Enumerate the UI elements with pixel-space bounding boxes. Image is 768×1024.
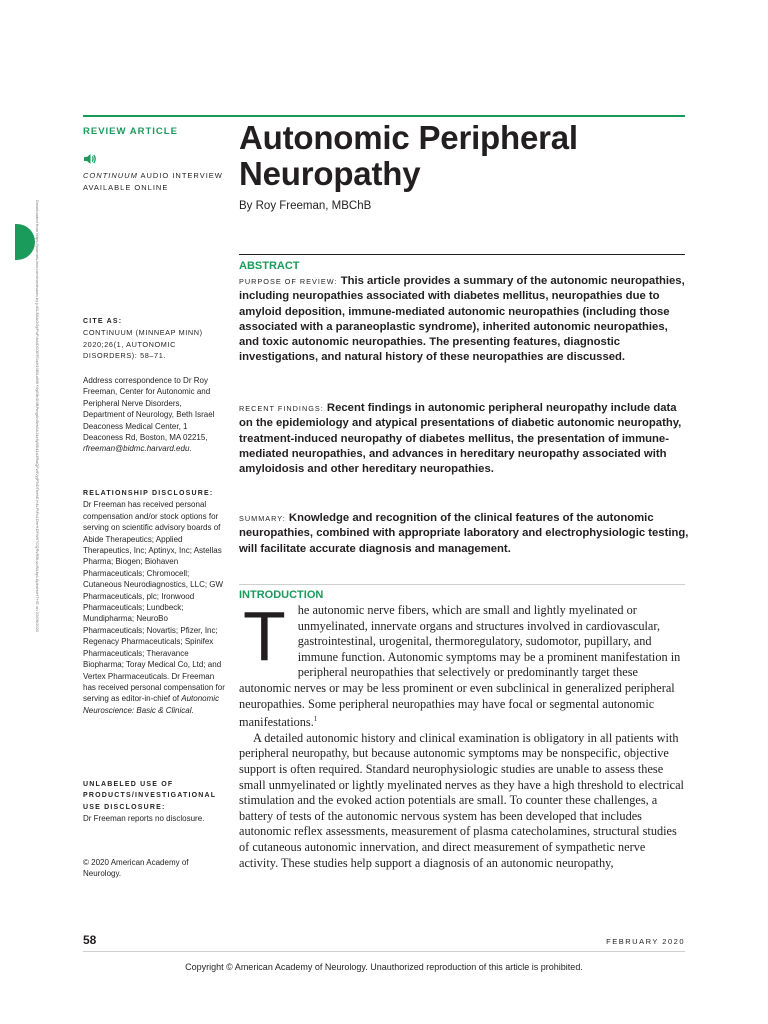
introduction-heading: INTRODUCTION [239,589,324,601]
findings-text: Recent findings in autonomic peripheral neuropathy include data on the epidemiology and atypical presentations of diabetic autonomic neuropathy, treatment-induced neuropathy of diabetes mellitus, the presentation of immune-mediated neuropathies, and advances in hereditary neuropathy associated with amyloidosis and other hereditary neuropathies. [239,402,682,476]
intro-paragraph-1-text: he autonomic nerve fibers, which are small and lightly myelinated or unmyelinated, innervate organs and structures involved in cardiovascular, gastrointestinal, urogenital, thermoregulatory, sudomotor, pupillary, and immune function. Autonomic symptoms may be a prominent manifestation in peripheral neuropathies that selectively or predominantly target these autonomic nerves or may be less prominent or even subclinical in generalized peripheral neuropathies. Some peripheral neuropathies may have focal or segmental autonomic manifestations. [239,603,681,730]
journal-name: Autonomic Neuroscience: Basic & Clinical [83,694,220,715]
purpose-label: PURPOSE OF REVIEW: [239,277,338,286]
introduction-rule [239,584,685,585]
unlabeled-label: UNLABELED USE OF PRODUCTS/INVESTIGATIONAL USE DISCLOSURE: [83,781,217,811]
abstract-rule [239,254,685,255]
page-number: 58 [83,933,97,947]
sidebar-copyright: © 2020 American Academy of Neurology. [83,858,189,879]
introduction-body [239,597,687,871]
abstract-purpose [239,274,689,366]
address-end: . [189,444,192,454]
intro-paragraph-2: A detailed autonomic history and clinical examination is obligatory in all patients with peripheral neuropathy, but because autonomic symptoms may be nonspecific, objective support is often required. Standard neurophysiologic studies are unable to assess these small unmyelinated or lightly myelinated nerves as they have a high threshold to electrical stimulation and the evoked action potentials are small. To counter these challenges, a battery of tests of the autonomic nervous system has been developed that includes autonomic reflex assessments, measurement of plasma catecholamines, structural studies of cutaneous autonomic innervation, and direct measurement of sympathetic nerve activity. These studies help support a diagnosis of an autonomic neuropathy, [239,730,684,870]
abstract-summary [239,511,689,557]
audio-note-text: AUDIO INTERVIEW AVAILABLE ONLINE [83,171,223,192]
bottom-rule [83,951,685,952]
correspondence-block [83,375,225,455]
footer-copyright: Copyright © American Academy of Neurology. Unauthorized reproduction of this article is prohibited. [185,962,583,972]
byline: By Roy Freeman, MBChB [239,200,372,212]
publication-date: FEBRUARY 2020 [606,937,685,946]
abstract-heading: ABSTRACT [239,260,300,272]
relationship-disclosure [83,488,225,716]
summary-text: Knowledge and recognition of the clinical features of the autonomic neuropathies, combined with appropriate laboratory and electrophysiologic testing, will facilitate accurate diagnosis and management. [239,512,689,555]
section-label: REVIEW ARTICLE [83,126,178,137]
side-tab-marker [15,224,35,260]
email-link[interactable]: rfreeman@bidmc.harvard.edu [83,444,190,454]
abstract-findings [239,401,689,477]
article-title: Autonomic Peripheral Neuropathy [239,119,578,192]
drop-cap: T [243,597,286,675]
findings-label: RECENT FINDINGS: [239,404,324,413]
summary-label: SUMMARY: [239,514,286,523]
top-rule [83,115,685,117]
cite-label: CITE AS: [83,318,123,325]
disclosure-end: . [191,705,194,715]
unlabeled-text: Dr Freeman reports no disclosure. [83,814,205,824]
address-text: Address correspondence to Dr Roy Freeman, Center for Autonomic and Peripheral Nerve Disorders, Department of Neurology, Beth Israel Deaconess Medical Center, 1 Deaconess Rd, Boston, MA 02215, [83,376,215,443]
download-notice-text: Downloaded from https://journals.lww.com/continuum by juGL3l8AGGpPuP4rAiDO3ER1aH10BlLuB6l+XyE8nD4BPmgAnSbn0AJ4z6y09i41a3RwQFz6VyjP5lDTbehEI+4LPtFu1Dm+tDFW67CQRvRBLvolNLbpLKpbnHxHT+/E on 02/06/2020 [35,200,40,633]
disclosure-text: Dr Freeman has received personal compensation and/or stock options for serving on scientific advisory boards of Abide Therapeutics; Applied Therapeutics, Inc; Aptinyx, Inc; Astellas Pharma; Biogen; Biohaven Pharmaceuticals; Chromocell; Cutaneous Neurodiagnostics, LLC; GW Pharmaceuticals, plc; Ironwood Pharmaceuticals; Lundbeck; Mundipharma; NeuroBo Pharmaceuticals; Novartis; Pfizer, Inc; Regenacy Pharmaceuticals; Spinifex Pharmaceuticals; Theravance Biopharma; Toray Medical Co, Ltd; and Vertex Pharmaceuticals. Dr Freeman has received personal compensation for serving as editor-in-chief of [83,500,225,704]
cite-text: CONTINUUM (MINNEAP MINN) 2020;26(1, AUTONOMIC DISORDERS): 58–71. [83,328,203,361]
continuum-brand: CONTINUUM [83,171,138,180]
disclosure-label: RELATIONSHIP DISCLOSURE: [83,490,214,497]
reference-1[interactable]: 1 [313,715,318,724]
speaker-icon[interactable] [83,153,97,165]
intro-paragraph-1 [239,597,687,731]
purpose-text: This article provides a summary of the autonomic neuropathies, including neuropathies associated with diabetes mellitus, neuropathies due to amyloid deposition, immune-mediated autonomic neuropathies (including those associated with a paraneoplastic syndrome), inherited autonomic neuropathies, and toxic autonomic neuropathies. The presenting features, diagnostic investigations, and natural history of these neuropathies are discussed. [239,275,685,364]
cite-block [83,316,225,362]
audio-interview-note[interactable] [83,170,223,193]
download-notice [35,200,44,820]
unlabeled-use-disclosure [83,779,225,825]
